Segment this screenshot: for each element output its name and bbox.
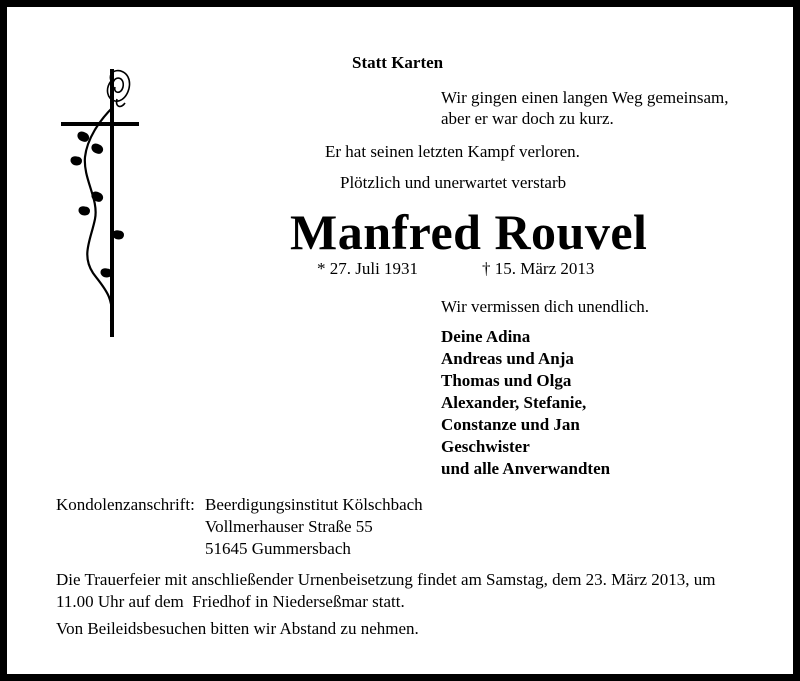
mourner-3: Thomas und Olga bbox=[441, 371, 572, 390]
mourner-1: Deine Adina bbox=[441, 327, 531, 346]
closing-line: Von Beileidsbesuchen bitten wir Abstand zu nehmen. bbox=[56, 619, 419, 638]
birth-date: * 27. Juli 1931 bbox=[317, 259, 419, 278]
ceremony-line-1: Die Trauerfeier mit anschließender Urnenbeisetzung findet am Samstag, dem 23. März 2013, um bbox=[56, 570, 716, 589]
deceased-name: Manfred Rouvel bbox=[290, 204, 648, 260]
farewell-line: Wir vermissen dich unendlich. bbox=[441, 297, 649, 316]
mourner-4: Alexander, Stefanie, bbox=[441, 393, 587, 412]
intro-line-2: Plötzlich und unerwartet verstarb bbox=[340, 173, 567, 192]
cross-with-rose-icon bbox=[55, 59, 155, 339]
quote-line-1: Wir gingen einen langen Weg gemeinsam, bbox=[441, 88, 729, 107]
statt-karten: Statt Karten bbox=[352, 53, 444, 72]
mourner-5: Constanze und Jan bbox=[441, 415, 580, 434]
death-date: † 15. März 2013 bbox=[482, 259, 595, 278]
mourner-7: und alle Anverwandten bbox=[441, 459, 611, 478]
address-label: Kondolenzanschrift: bbox=[56, 495, 195, 514]
mourner-6: Geschwister bbox=[441, 437, 530, 456]
quote-line-2: aber er war doch zu kurz. bbox=[441, 109, 614, 128]
address-line-1: Beerdigungsinstitut Kölschbach bbox=[205, 495, 423, 514]
ceremony-line-2: 11.00 Uhr auf dem Friedhof in Niederseßmar statt. bbox=[56, 592, 405, 611]
address-line-2: Vollmerhauser Straße 55 bbox=[205, 517, 373, 536]
intro-line-1: Er hat seinen letzten Kampf verloren. bbox=[325, 142, 580, 161]
address-line-3: 51645 Gummersbach bbox=[205, 539, 351, 558]
mourner-2: Andreas und Anja bbox=[441, 349, 574, 368]
